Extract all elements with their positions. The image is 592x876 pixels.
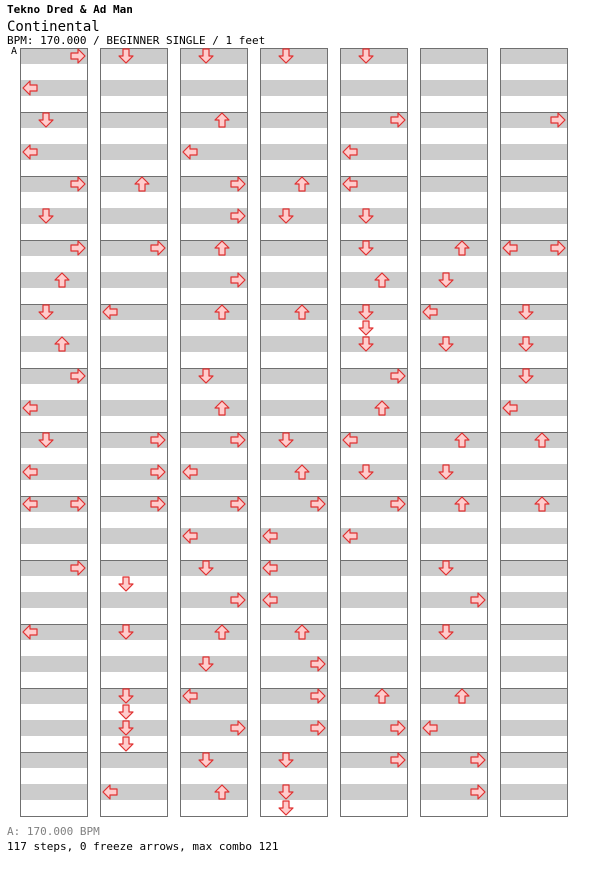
measure-stripe <box>100 704 168 720</box>
footer-bpm: A: 170.000 BPM <box>7 825 100 838</box>
measure-stripe <box>500 48 568 64</box>
chart-meta: BPM: 170.000 / BEGINNER SINGLE / 1 feet <box>7 34 266 47</box>
measure-stripe <box>180 96 248 112</box>
measure-stripe <box>180 256 248 272</box>
measure-stripe <box>500 480 568 496</box>
measure-stripe <box>500 688 568 704</box>
measure-stripe <box>260 368 328 384</box>
measure-stripe <box>260 800 328 816</box>
measure-stripe <box>180 800 248 816</box>
measure-stripe <box>20 432 88 448</box>
measure-stripe <box>100 144 168 160</box>
measure-stripe <box>20 96 88 112</box>
measure-stripe <box>420 464 488 480</box>
measure-stripe <box>340 96 408 112</box>
measure-stripe <box>180 48 248 64</box>
measure-stripe <box>100 480 168 496</box>
measure-stripe <box>260 400 328 416</box>
measure-stripe <box>500 800 568 816</box>
measure-stripe <box>500 304 568 320</box>
measure-stripe <box>340 208 408 224</box>
measure-stripe <box>420 448 488 464</box>
measure-stripe <box>500 448 568 464</box>
measure-stripe <box>100 512 168 528</box>
measure-stripe <box>100 192 168 208</box>
measure-stripe <box>100 320 168 336</box>
measure-stripe <box>180 160 248 176</box>
measure-stripe <box>420 208 488 224</box>
measure-stripe <box>260 672 328 688</box>
measure-stripe <box>180 320 248 336</box>
measure-stripe <box>100 608 168 624</box>
measure-stripe <box>420 560 488 576</box>
measure-stripe <box>420 96 488 112</box>
measure-stripe <box>260 512 328 528</box>
measure-stripe <box>100 416 168 432</box>
measure-stripe <box>500 560 568 576</box>
measure-stripe <box>100 64 168 80</box>
measure-stripe <box>260 256 328 272</box>
measure-stripe <box>420 656 488 672</box>
measure-stripe <box>100 224 168 240</box>
measure-stripe <box>340 576 408 592</box>
measure-stripe <box>20 480 88 496</box>
measure-stripe <box>500 288 568 304</box>
measure-stripe <box>500 736 568 752</box>
measure-stripe <box>420 160 488 176</box>
measure-stripe <box>500 672 568 688</box>
measure-stripe <box>420 192 488 208</box>
measure-stripe <box>340 320 408 336</box>
measure-stripe <box>180 128 248 144</box>
measure-stripe <box>340 80 408 96</box>
measure-stripe <box>20 800 88 816</box>
measure-stripe <box>100 400 168 416</box>
measure-stripe <box>340 240 408 256</box>
song-artist: Tekno Dred & Ad Man <box>7 3 133 16</box>
measure-stripe <box>20 304 88 320</box>
measure-stripe <box>260 704 328 720</box>
measure-stripe <box>180 624 248 640</box>
measure-stripe <box>100 176 168 192</box>
measure-stripe <box>500 336 568 352</box>
measure-stripe <box>420 736 488 752</box>
measure-stripe <box>20 784 88 800</box>
measure-stripe <box>260 192 328 208</box>
measure-stripe <box>20 752 88 768</box>
measure-stripe <box>100 384 168 400</box>
measure-stripe <box>340 64 408 80</box>
measure-stripe <box>500 128 568 144</box>
measure-stripe <box>420 800 488 816</box>
measure-stripe <box>180 608 248 624</box>
measure-stripe <box>260 736 328 752</box>
measure-stripe <box>180 336 248 352</box>
measure-stripe <box>260 128 328 144</box>
measure-stripe <box>500 320 568 336</box>
measure-stripe <box>260 448 328 464</box>
measure-stripe <box>340 304 408 320</box>
measure-stripe <box>420 400 488 416</box>
measure-stripe <box>100 48 168 64</box>
measure-stripe <box>340 128 408 144</box>
measure-stripe <box>20 128 88 144</box>
measure-stripe <box>420 640 488 656</box>
measure-stripe <box>420 320 488 336</box>
measure-stripe <box>420 432 488 448</box>
measure-stripe <box>260 464 328 480</box>
measure-stripe <box>20 288 88 304</box>
measure-stripe <box>100 720 168 736</box>
measure-stripe <box>420 480 488 496</box>
measure-stripe <box>20 688 88 704</box>
measure-stripe <box>180 112 248 128</box>
measure-stripe <box>260 112 328 128</box>
measure-stripe <box>20 208 88 224</box>
measure-stripe <box>340 512 408 528</box>
measure-stripe <box>180 672 248 688</box>
measure-stripe <box>260 432 328 448</box>
measure-stripe <box>100 256 168 272</box>
measure-stripe <box>260 48 328 64</box>
measure-stripe <box>180 560 248 576</box>
measure-stripe <box>100 736 168 752</box>
measure-stripe <box>500 704 568 720</box>
measure-stripe <box>340 384 408 400</box>
measure-stripe <box>340 464 408 480</box>
measure-stripe <box>260 640 328 656</box>
measure-stripe <box>340 544 408 560</box>
measure-stripe <box>260 784 328 800</box>
measure-stripe <box>420 288 488 304</box>
measure-stripe <box>420 768 488 784</box>
measure-stripe <box>260 320 328 336</box>
measure-stripe <box>340 416 408 432</box>
measure-stripe <box>260 352 328 368</box>
measure-stripe <box>180 640 248 656</box>
measure-stripe <box>420 576 488 592</box>
measure-stripe <box>340 256 408 272</box>
measure-stripe <box>420 544 488 560</box>
measure-stripe <box>500 624 568 640</box>
measure-stripe <box>260 176 328 192</box>
measure-stripe <box>180 656 248 672</box>
measure-stripe <box>420 624 488 640</box>
measure-stripe <box>420 336 488 352</box>
measure-stripe <box>260 544 328 560</box>
measure-stripe <box>20 720 88 736</box>
measure-stripe <box>260 576 328 592</box>
measure-stripe <box>500 192 568 208</box>
measure-stripe <box>20 256 88 272</box>
measure-stripe <box>20 320 88 336</box>
measure-stripe <box>500 512 568 528</box>
measure-stripe <box>500 384 568 400</box>
measure-stripe <box>180 384 248 400</box>
measure-stripe <box>260 288 328 304</box>
measure-stripe <box>100 288 168 304</box>
measure-stripe <box>20 672 88 688</box>
measure-stripe <box>180 448 248 464</box>
measure-stripe <box>20 64 88 80</box>
measure-stripe <box>500 464 568 480</box>
measure-stripe <box>100 656 168 672</box>
measure-stripe <box>100 768 168 784</box>
measure-stripe <box>340 560 408 576</box>
measure-stripe <box>20 608 88 624</box>
measure-stripe <box>260 144 328 160</box>
measure-stripe <box>180 80 248 96</box>
measure-stripe <box>260 608 328 624</box>
measure-stripe <box>20 512 88 528</box>
measure-stripe <box>100 208 168 224</box>
measure-stripe <box>500 576 568 592</box>
measure-stripe <box>180 352 248 368</box>
measure-stripe <box>20 592 88 608</box>
measure-stripe <box>20 336 88 352</box>
measure-stripe <box>20 352 88 368</box>
measure-stripe <box>420 416 488 432</box>
measure-stripe <box>20 384 88 400</box>
measure-stripe <box>420 496 488 512</box>
measure-stripe <box>260 80 328 96</box>
measure-stripe <box>340 160 408 176</box>
measure-stripe <box>100 160 168 176</box>
measure-stripe <box>180 480 248 496</box>
measure-stripe <box>180 784 248 800</box>
measure-stripe <box>260 208 328 224</box>
measure-stripe <box>340 768 408 784</box>
measure-stripe <box>340 272 408 288</box>
measure-stripe <box>500 80 568 96</box>
measure-stripe <box>420 176 488 192</box>
measure-stripe <box>420 688 488 704</box>
measure-stripe <box>260 96 328 112</box>
measure-stripe <box>500 592 568 608</box>
measure-stripe <box>180 752 248 768</box>
measure-stripe <box>20 736 88 752</box>
measure-stripe <box>500 752 568 768</box>
measure-stripe <box>20 544 88 560</box>
measure-stripe <box>340 800 408 816</box>
measure-stripe <box>180 576 248 592</box>
measure-stripe <box>20 576 88 592</box>
measure-stripe <box>500 784 568 800</box>
measure-stripe <box>100 560 168 576</box>
measure-stripe <box>20 704 88 720</box>
measure-stripe <box>500 544 568 560</box>
measure-stripe <box>340 672 408 688</box>
measure-stripe <box>20 272 88 288</box>
measure-stripe <box>260 240 328 256</box>
measure-stripe <box>420 384 488 400</box>
measure-stripe <box>340 48 408 64</box>
measure-stripe <box>500 272 568 288</box>
measure-stripe <box>180 240 248 256</box>
measure-stripe <box>500 496 568 512</box>
measure-stripe <box>500 208 568 224</box>
measure-stripe <box>420 272 488 288</box>
measure-stripe <box>100 368 168 384</box>
measure-stripe <box>420 352 488 368</box>
measure-stripe <box>420 224 488 240</box>
measure-stripe <box>180 512 248 528</box>
measure-stripe <box>500 176 568 192</box>
measure-stripe <box>260 224 328 240</box>
bpm-marker-label: A <box>11 46 18 57</box>
measure-stripe <box>500 720 568 736</box>
measure-stripe <box>260 160 328 176</box>
measure-stripe <box>420 64 488 80</box>
measure-stripe <box>20 112 88 128</box>
measure-stripe <box>100 96 168 112</box>
measure-stripe <box>420 704 488 720</box>
measure-stripe <box>100 592 168 608</box>
measure-stripe <box>420 256 488 272</box>
measure-stripe <box>260 480 328 496</box>
measure-stripe <box>420 528 488 544</box>
measure-stripe <box>500 528 568 544</box>
measure-stripe <box>340 224 408 240</box>
measure-stripe <box>500 96 568 112</box>
measure-stripe <box>100 128 168 144</box>
measure-stripe <box>340 592 408 608</box>
measure-stripe <box>420 368 488 384</box>
measure-stripe <box>500 256 568 272</box>
measure-stripe <box>420 128 488 144</box>
measure-stripe <box>340 448 408 464</box>
measure-stripe <box>340 608 408 624</box>
measure-stripe <box>180 224 248 240</box>
measure-stripe <box>20 448 88 464</box>
measure-stripe <box>260 384 328 400</box>
measure-stripe <box>20 528 88 544</box>
measure-stripe <box>20 768 88 784</box>
measure-stripe <box>500 224 568 240</box>
measure-stripe <box>20 224 88 240</box>
measure-stripe <box>500 144 568 160</box>
measure-stripe <box>340 704 408 720</box>
measure-stripe <box>100 800 168 816</box>
measure-stripe <box>100 448 168 464</box>
measure-stripe <box>180 368 248 384</box>
measure-stripe <box>340 784 408 800</box>
measure-stripe <box>420 80 488 96</box>
measure-stripe <box>500 352 568 368</box>
measure-stripe <box>180 64 248 80</box>
measure-stripe <box>100 576 168 592</box>
measure-stripe <box>100 336 168 352</box>
measure-stripe <box>340 624 408 640</box>
measure-stripe <box>340 736 408 752</box>
measure-stripe <box>100 672 168 688</box>
measure-stripe <box>100 688 168 704</box>
measure-stripe <box>500 64 568 80</box>
measure-stripe <box>500 640 568 656</box>
measure-stripe <box>260 272 328 288</box>
measure-stripe <box>100 752 168 768</box>
measure-stripe <box>180 400 248 416</box>
measure-stripe <box>100 112 168 128</box>
measure-stripe <box>260 336 328 352</box>
measure-stripe <box>500 416 568 432</box>
measure-stripe <box>340 640 408 656</box>
measure-stripe <box>260 416 328 432</box>
measure-stripe <box>420 144 488 160</box>
measure-stripe <box>180 304 248 320</box>
measure-stripe <box>20 640 88 656</box>
measure-stripe <box>260 752 328 768</box>
measure-stripe <box>340 336 408 352</box>
measure-stripe <box>500 656 568 672</box>
measure-stripe <box>420 608 488 624</box>
measure-stripe <box>100 544 168 560</box>
measure-stripe <box>420 672 488 688</box>
measure-stripe <box>340 400 408 416</box>
measure-stripe <box>180 192 248 208</box>
measure-stripe <box>180 544 248 560</box>
measure-stripe <box>340 288 408 304</box>
measure-stripe <box>20 656 88 672</box>
measure-stripe <box>340 352 408 368</box>
measure-stripe <box>340 688 408 704</box>
measure-stripe <box>500 608 568 624</box>
measure-stripe <box>100 528 168 544</box>
measure-stripe <box>500 768 568 784</box>
measure-stripe <box>180 704 248 720</box>
measure-stripe <box>500 368 568 384</box>
measure-stripe <box>420 112 488 128</box>
measure-stripe <box>100 80 168 96</box>
measure-stripe <box>180 768 248 784</box>
measure-stripe <box>260 64 328 80</box>
footer-stats: 117 steps, 0 freeze arrows, max combo 121 <box>7 840 279 853</box>
measure-stripe <box>500 432 568 448</box>
measure-stripe <box>20 192 88 208</box>
measure-stripe <box>180 416 248 432</box>
measure-stripe <box>100 352 168 368</box>
measure-stripe <box>420 48 488 64</box>
measure-stripe <box>180 288 248 304</box>
measure-stripe <box>100 640 168 656</box>
measure-stripe <box>180 736 248 752</box>
measure-stripe <box>260 304 328 320</box>
measure-stripe <box>340 656 408 672</box>
measure-stripe <box>20 160 88 176</box>
measure-stripe <box>340 192 408 208</box>
measure-stripe <box>500 160 568 176</box>
measure-stripe <box>420 512 488 528</box>
song-title: Continental <box>7 19 100 35</box>
measure-stripe <box>100 272 168 288</box>
measure-stripe <box>260 624 328 640</box>
measure-stripe <box>340 480 408 496</box>
measure-stripe <box>100 624 168 640</box>
measure-stripe <box>20 416 88 432</box>
measure-stripe <box>420 240 488 256</box>
measure-stripe <box>260 768 328 784</box>
